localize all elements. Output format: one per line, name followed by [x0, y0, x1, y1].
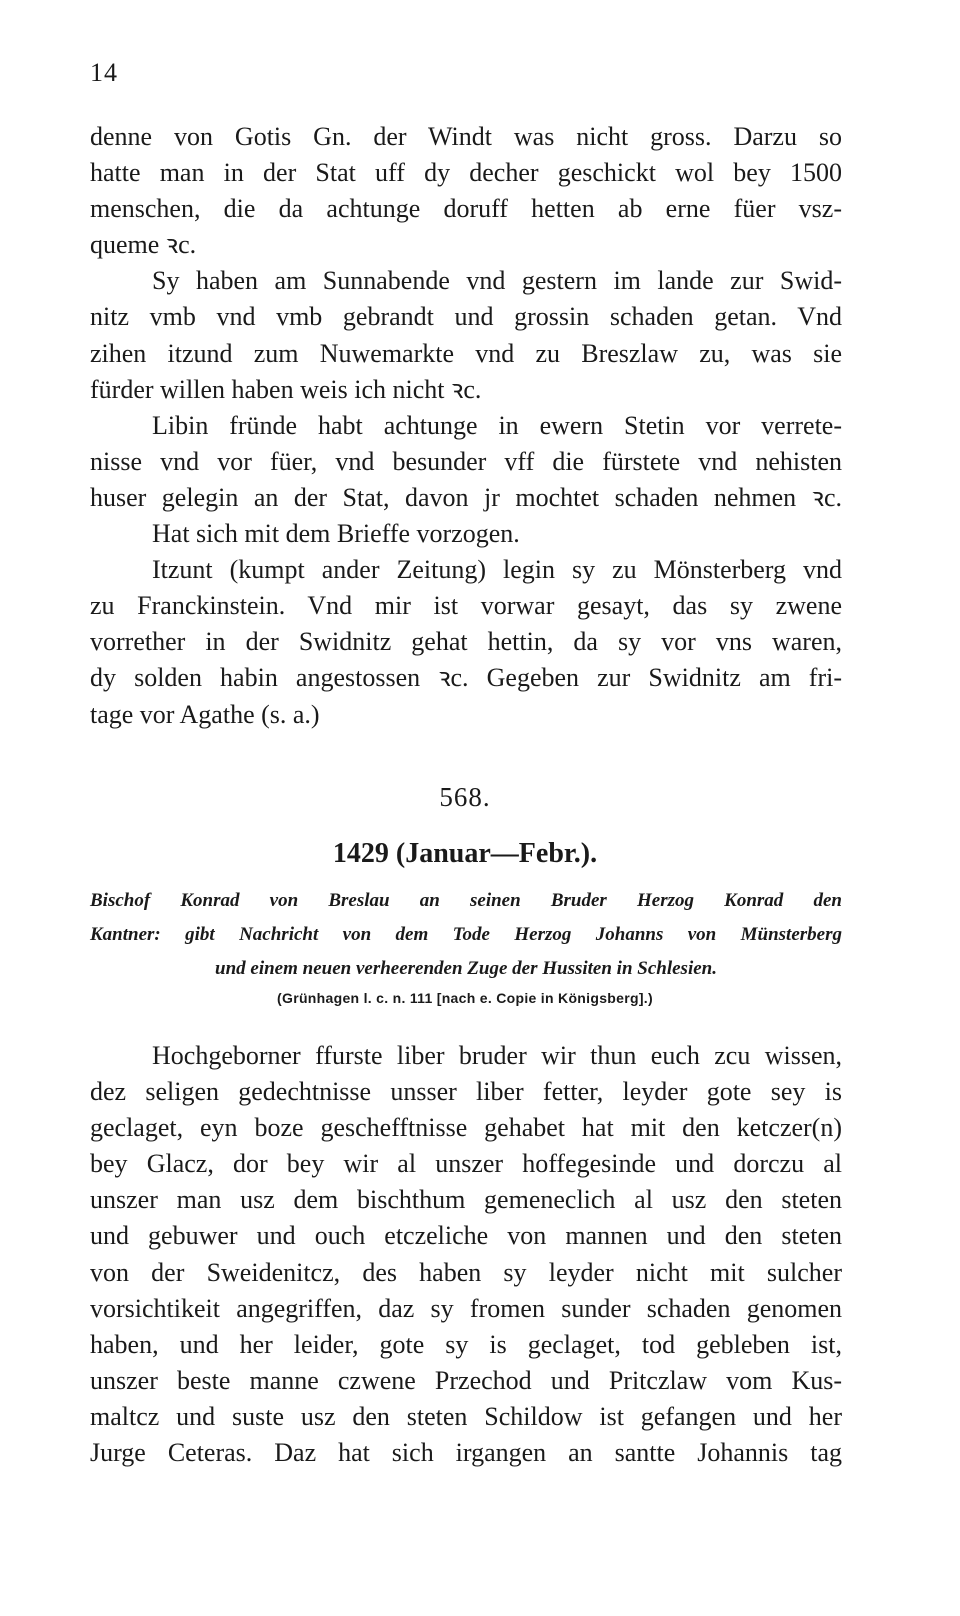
text-line: geclaget, eyn boze geschefftnisse gehabet hat mit den ketczer(n) [90, 1113, 842, 1143]
document-date-heading: 1429 (Januar—Febr.). [332, 838, 598, 869]
text-line: unszer beste manne czwene Przechod und Pritczlaw vom Kus- [90, 1365, 842, 1395]
text-line: dy solden habin angestossen ꝛc. Gegeben zur Swidnitz am fri- [90, 663, 842, 693]
text-line: maltcz und suste usz den steten Schildow ist gefangen und her [90, 1401, 842, 1431]
text-line: zu Franckinstein. Vnd mir ist vorwar gesayt, das sy zwene [90, 591, 842, 621]
text-line: und gebuwer und ouch etczeliche von mannen und den steten [90, 1221, 842, 1251]
summary-line: Bischof Konrad von Breslau an seinen Bruder Herzog Konrad den [90, 890, 842, 911]
text-line: bey Glacz, dor bey wir al unszer hoffegesinde und dorczu al [90, 1149, 842, 1179]
text-line: huser gelegin an der Stat, davon jr mochtet schaden nehmen ꝛc. [90, 482, 842, 512]
text-line: tage vor Agathe (s. a.) [90, 699, 320, 729]
text-line: nisse vnd vor füer, vnd besunder vff die fürstete vnd nehisten [90, 446, 842, 476]
text-line: zihen itzund zum Nuwemarkte vnd zu Breszlaw zu, was sie [90, 338, 842, 368]
text-line: unszer man usz dem bischthum gemeneclich al usz den steten [90, 1185, 842, 1215]
page-number: 14 [90, 58, 118, 87]
document-summary [90, 884, 842, 986]
text-line: dez seligen gedechtnisse unsser liber fetter, leyder gote sey is [90, 1077, 842, 1107]
letter-body-text [90, 1038, 842, 1471]
text-line: fürder willen haben weis ich nicht ꝛc. [90, 374, 482, 404]
text-line: Hat sich mit dem Brieffe vorzogen. [152, 519, 520, 549]
text-line: Hochgeborner ffurste liber bruder wir thun euch zcu wissen, [152, 1041, 842, 1070]
text-line: menschen, die da achtunge doruff hetten ab erne füer vsz- [90, 194, 842, 224]
text-line: vorrether in der Swidnitz gehat hettin, da sy vor vns waren, [90, 627, 842, 657]
text-line: Itzunt (kumpt ander Zeitung) legin sy zu Mönsterberg vnd [152, 555, 842, 585]
summary-line: und einem neuen verheerenden Zuge der Hussiten in Schlesien. [215, 958, 717, 979]
text-line: Libin fründe habt achtunge in ewern Stetin vor verrete- [152, 410, 842, 440]
summary-line: Kantner: gibt Nachricht von dem Tode Herzog Johanns von Münsterberg [90, 924, 842, 945]
text-line: hatte man in der Stat uff dy decher geschickt wol bey 1500 [90, 158, 842, 188]
preceding-letter-text [90, 119, 842, 733]
text-line: Sy haben am Sunnabende vnd gestern im lande zur Swid- [152, 266, 842, 296]
text-line: vorsichtikeit angegriffen, daz sy fromen sunder schaden genomen [90, 1293, 842, 1323]
text-line: queme ꝛc. [90, 230, 197, 260]
text-line: nitz vmb vnd vmb gebrandt und grossin schaden getan. Vnd [90, 302, 842, 332]
source-citation: (Grünhagen l. c. n. 111 [nach e. Copie in Königsberg].) [277, 990, 653, 1006]
text-line: Jurge Ceteras. Daz hat sich irgangen an santte Johannis tag [90, 1438, 842, 1468]
text-line: haben, und her leider, gote sy is geclaget, tod gebleben ist, [90, 1329, 842, 1359]
document-number: 568. [439, 782, 491, 812]
text-line: denne von Gotis Gn. der Windt was nicht gross. Darzu so [90, 122, 842, 151]
text-line: von der Sweidenitcz, des haben sy leyder nicht mit sulcher [90, 1257, 842, 1287]
